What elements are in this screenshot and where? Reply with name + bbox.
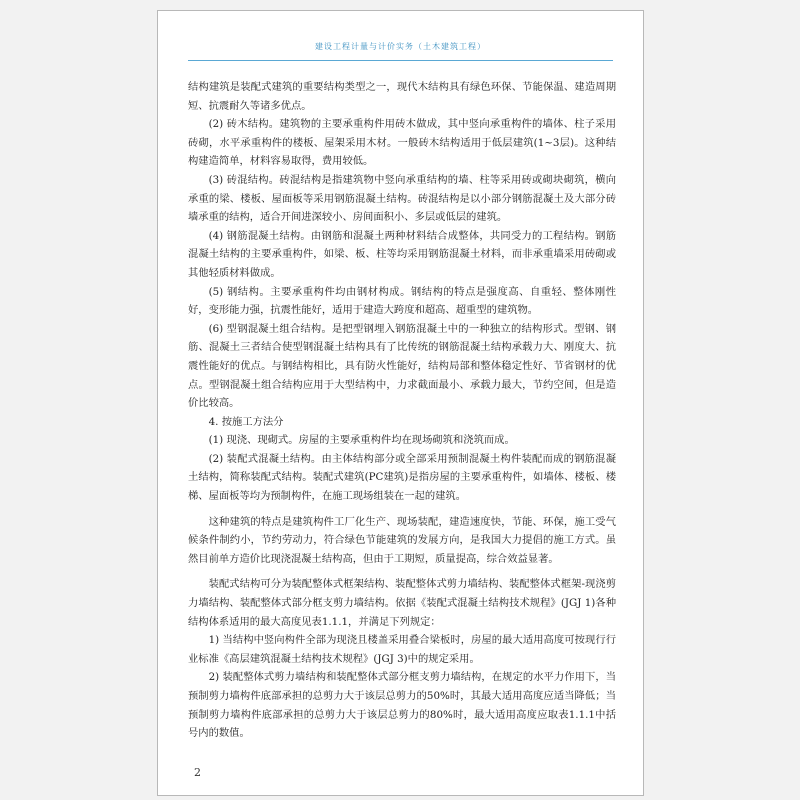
book-page	[157, 10, 644, 796]
paragraph: 2) 装配整体式剪力墙结构和装配整体式部分框支剪力墙结构，在规定的水平力作用下，当预制剪力墙构件底部承担的总剪力大于该层总剪力的50%时，其最大适用高度应适当降低；当预制剪力墙构件底部承担的总剪力大于该层总剪力的80%时，最大适用高度应取表1.1.1中括号内的数值。	[188, 671, 616, 740]
paragraph: 结构建筑是装配式建筑的重要结构类型之一，现代木结构具有绿色环保、节能保温、建造周期短、抗震耐久等诸多优点。	[188, 81, 616, 112]
paragraph: 1) 当结构中竖向构件全部为现浇且楼盖采用叠合梁板时，房屋的最大适用高度可按现行行业标准《高层建筑混凝土结构技术规程》(JGJ 3)中的规定采用。	[188, 634, 616, 665]
header-rule	[188, 60, 613, 61]
page-number: 2	[194, 766, 201, 779]
paragraph: (5) 钢结构。主要承重构件均由钢材构成。钢结构的特点是强度高、自重轻、整体刚性好，变形能力强，抗震性能好，适用于建造大跨度和超高、超重型的建筑物。	[188, 285, 616, 317]
paragraph: (6) 型钢混凝土组合结构。是把型钢埋入钢筋混凝土中的一种独立的结构形式。型钢、钢筋、混凝土三者结合使型钢混凝土结构具有了比传统的钢筋混凝土结构承载力大、刚度大、抗震性能好的优点。与钢结构相比，具有防火性能好，结构局部和整体稳定性好、节省钢材的优点。型钢混凝土组合结构应用于大型结构中，力求截面最小、承载力最大，节约空间，但是造价比较高。	[188, 322, 616, 410]
running-head: 建设工程计量与计价实务（土木建筑工程）	[315, 42, 486, 51]
paragraph: (1) 现浇、现砌式。房屋的主要承重构件均在现场砌筑和浇筑而成。	[208, 434, 515, 447]
section-heading: 4. 按施工方法分	[208, 415, 284, 428]
paragraph: 装配式结构可分为装配整体式框架结构、装配整体式剪力墙结构、装配整体式框架-现浇剪力墙结构、装配整体式部分框支剪力墙结构。依据《装配式混凝土结构技术规程》(JGJ 1)各种结构体系适用的最大高度见表1.1.1，并满足下列规定：	[188, 578, 616, 628]
paragraph: (3) 砖混结构。砖混结构是指建筑物中竖向承重结构的墙、柱等采用砖或砌块砌筑，横向承重的梁、楼板、屋面板等采用钢筋混凝土结构。砖混结构是以小部分钢筋混凝土及大部分砖墙承重的结构，适合开间进深较小、房间面积小、多层或低层的建筑。	[188, 173, 616, 224]
paragraph: (2) 装配式混凝土结构。由主体结构部分或全部采用预制混凝土构件装配而成的钢筋混凝土结构，简称装配式结构。装配式建筑(PC建筑)是指房屋的主要承重构件，如墙体、楼板、楼梯、屋面板等均为预制构件，在施工现场组装在一起的建筑。	[188, 452, 616, 503]
paragraph: 这种建筑的特点是建筑构件工厂化生产、现场装配，建造速度快，节能、环保，施工受气候条件制约小，节约劳动力，符合绿色节能建筑的发展方向，是我国大力提倡的施工方式。虽然目前单方造价比现浇混凝土结构高，但由于工期短，质量提高，综合效益显著。	[188, 515, 616, 565]
body-text	[188, 78, 616, 743]
paragraph: (4) 钢筋混凝土结构。由钢筋和混凝土两种材料结合成整体，共同受力的工程结构。钢筋混凝土结构的主要承重构件，如梁、板、柱等均采用钢筋混凝土材料，而非承重墙采用砖砌或其他轻质材料做成。	[188, 229, 616, 279]
paragraph: (2) 砖木结构。建筑物的主要承重构件用砖木做成，其中竖向承重构件的墙体、柱子采用砖砌，水平承重构件的楼板、屋架采用木材。一般砖木结构适用于低层建筑(1~3层)。这种结构建造简单，材料容易取得，费用较低。	[188, 118, 616, 168]
